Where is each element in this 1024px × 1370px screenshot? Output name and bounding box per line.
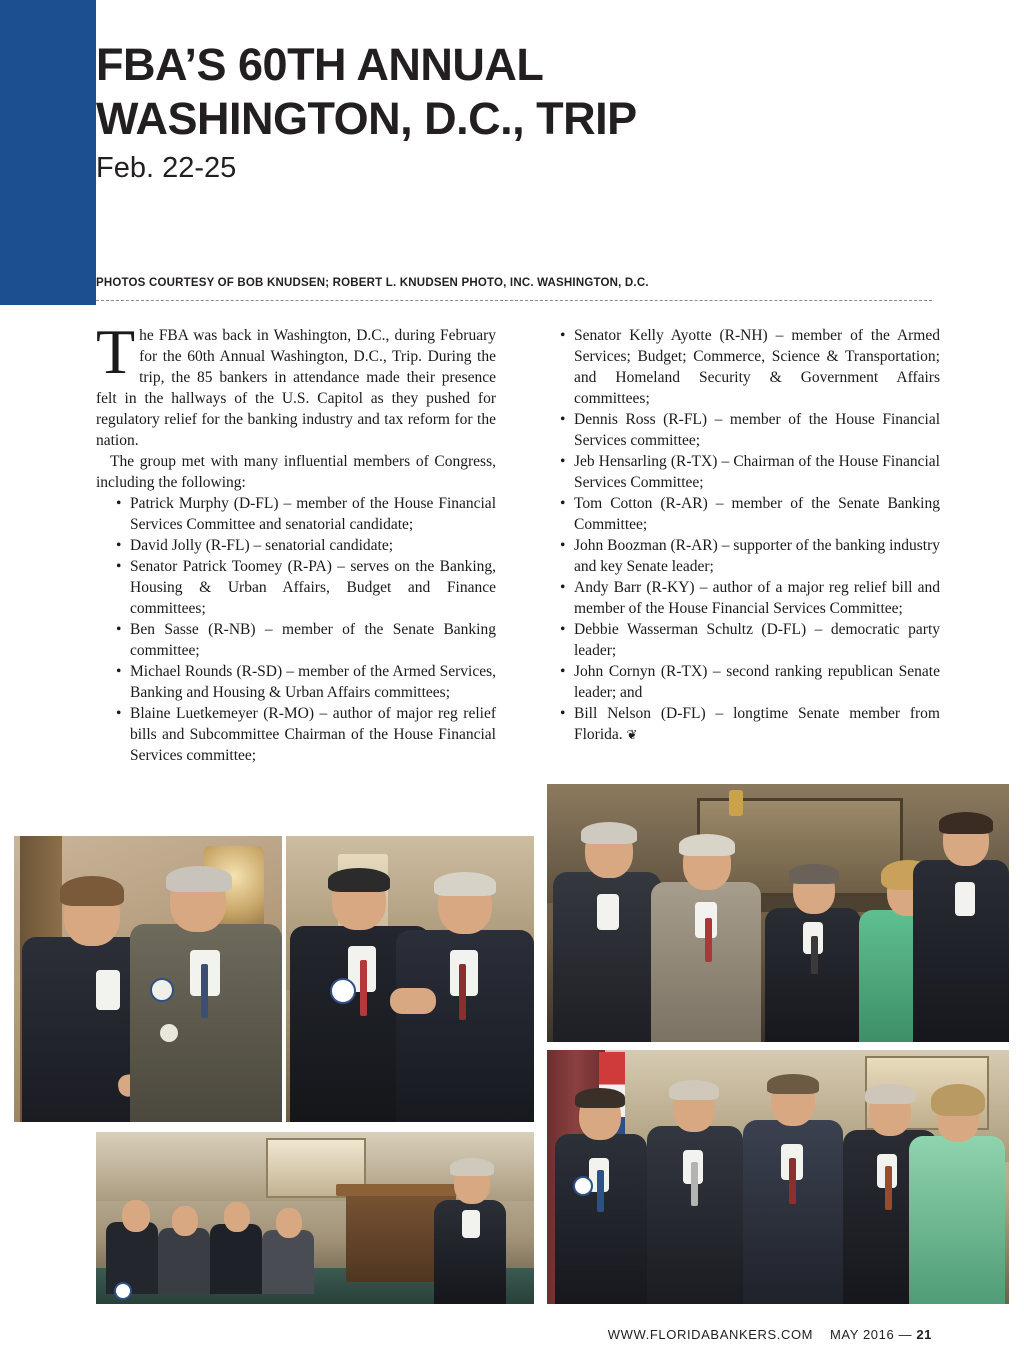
list-item [574,703,940,746]
list-item: • Senator Kelly Ayotte (R-NH) – member of the Armed Services; Budget; Commerce, Science & Transportation; and Homeland Security & Government Affairs committees; [574,325,940,409]
photo-two-men-greeting [14,836,282,1122]
list-item: • Patrick Murphy (D-FL) – member of the House Financial Services Committee and senatorial candidate; [130,493,496,535]
paragraph-2: The group met with many influential members of Congress, including the following: [96,453,496,491]
list-item: • Andy Barr (R-KY) – author of a major reg relief bill and member of the House Financial Services Committee; [574,577,940,619]
list-item: • Debbie Wasserman Schultz (D-FL) – democratic party leader; [574,619,940,661]
paragraph-1: he FBA was back in Washington, D.C., during February for the 60th Annual Washington, D.C., Trip. During the trip, the 85 bankers in attendance made their presence felt in the hallways of the U.S. Capitol as they pushed for regulatory relief for the banking industry and tax reform for the nation. [96,327,496,449]
footer-website: WWW.FLORIDABANKERS.COM [607,1327,814,1342]
list-item: • John Boozman (R-AR) – supporter of the banking industry and key Senate leader; [574,535,940,577]
end-mark-icon: ❦ [626,728,638,743]
photo-handshake [286,836,534,1122]
page-header [96,38,956,186]
list-item: • Tom Cotton (R-AR) – member of the Senate Banking Committee; [574,493,940,535]
list-item-text: Bill Nelson (D-FL) – longtime Senate member from Florida. [574,705,940,743]
page-number: 21 [916,1327,932,1342]
list-item: • Michael Rounds (R-SD) – member of the Armed Services, Banking and Housing & Urban Affairs committees; [130,661,496,703]
member-list-left [96,493,496,766]
list-item: • Ben Sasse (R-NB) – member of the Senate Banking committee; [130,619,496,661]
drop-cap: T [96,316,136,387]
body-column-right [540,325,940,746]
list-item: • Dennis Ross (R-FL) – member of the House Financial Services committee; [574,409,940,451]
list-item: • Jeb Hensarling (R-TX) – Chairman of the House Financial Services Committee; [574,451,940,493]
footer-separator: — [898,1327,913,1342]
member-list-right [540,325,940,746]
list-item: • David Jolly (R-FL) – senatorial candidate; [130,535,496,556]
accent-bar [0,0,96,305]
page-footer [608,1327,932,1342]
page-subtitle: Feb. 22-25 [96,152,237,184]
list-item: • John Cornyn (R-TX) – second ranking republican Senate leader; and [574,661,940,703]
body-column-left [96,316,496,766]
photo-five-person-group [547,1050,1009,1304]
photo-seated-audience [96,1132,534,1304]
list-item: • Senator Patrick Toomey (R-PA) – serves on the Banking, Housing & Urban Affairs, Budget and Finance committees; [130,556,496,619]
page-title-line-1: FBA’S 60TH ANNUAL [96,39,544,90]
page-title-line-2: WASHINGTON, D.C., TRIP [96,93,637,144]
divider [96,300,932,301]
list-item: • Blaine Luetkemeyer (R-MO) – author of major reg relief bills and Subcommittee Chairman of the House Financial Services committee; [130,703,496,766]
footer-issue: MAY 2016 [829,1327,895,1342]
photo-credit: PHOTOS COURTESY OF BOB KNUDSEN; ROBERT L. KNUDSEN PHOTO, INC. WASHINGTON, D.C. [96,277,649,289]
lead-paragraph [96,316,496,451]
photo-hearing-room-group [547,784,1009,1042]
